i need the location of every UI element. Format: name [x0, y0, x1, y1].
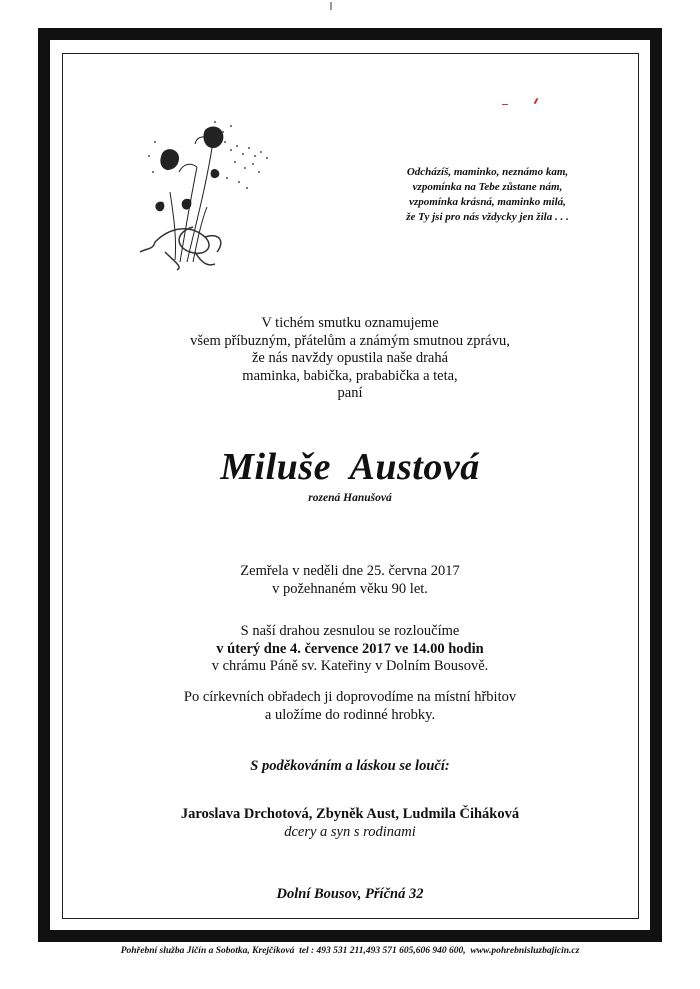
ceremony-date: v úterý dne 4. července 2017 ve 14.00 hodin	[216, 640, 484, 657]
rose-bouquet-icon	[135, 112, 280, 272]
death-line: v požehnaném věku 90 let.	[272, 581, 428, 597]
burial-details	[150, 688, 550, 724]
paper-mark	[502, 104, 508, 105]
thanks-heading: S poděkováním a láskou se loučí:	[250, 758, 450, 774]
farewell-ceremony	[150, 623, 550, 676]
ceremony-line: S naší drahou zesnulou se rozloučíme	[240, 623, 460, 639]
poem-line: že Ty jsi pro nás vždycky jen žila . . .	[406, 211, 569, 223]
family-address: Dolní Bousov, Příčná 32	[276, 886, 424, 902]
death-line: Zemřela v neděli dne 25. června 2017	[240, 563, 460, 579]
burial-line: a uložíme do rodinné hrobky.	[264, 707, 436, 723]
mourner-relation: dcery a syn s rodinami	[284, 824, 416, 840]
paper-mark	[330, 2, 332, 10]
deceased-name: Miluše Austová	[220, 446, 480, 488]
maiden-name: rozená Hanušová	[308, 492, 392, 504]
intro-line: že nás navždy opustila naše drahá	[251, 350, 449, 366]
death-details	[150, 562, 550, 598]
burial-line: Po církevních obřadech ji doprovodíme na místní hřbitov	[183, 689, 517, 705]
intro-line: maminka, babička, prababička a teta,	[242, 367, 458, 384]
poem-line: vzpomínka krásná, maminko milá,	[409, 196, 566, 208]
mourner-names: Jaroslava Drchotová, Zbyněk Aust, Ludmila Čiháková	[180, 806, 520, 822]
intro-line: paní	[337, 385, 363, 401]
memorial-poem	[380, 165, 595, 225]
poem-line: vzpomínka na Tebe zůstane nám,	[412, 181, 563, 193]
funeral-service-footer: Pohřební služba Jičín a Sobotka, Krejčíková tel : 493 531 211,493 571 605,606 940 600, www.pohrebnisluzbajicin.cz	[120, 946, 580, 956]
announcement-intro	[150, 315, 550, 403]
intro-line: V tichém smutku oznamujeme	[261, 315, 439, 331]
intro-line: všem příbuzným, přátelům a známým smutnou zprávu,	[190, 332, 510, 349]
poem-line: Odcházíš, maminko, neznámo kam,	[406, 166, 569, 178]
ceremony-place: v chrámu Páně sv. Kateřiny v Dolním Bousově.	[211, 658, 489, 674]
